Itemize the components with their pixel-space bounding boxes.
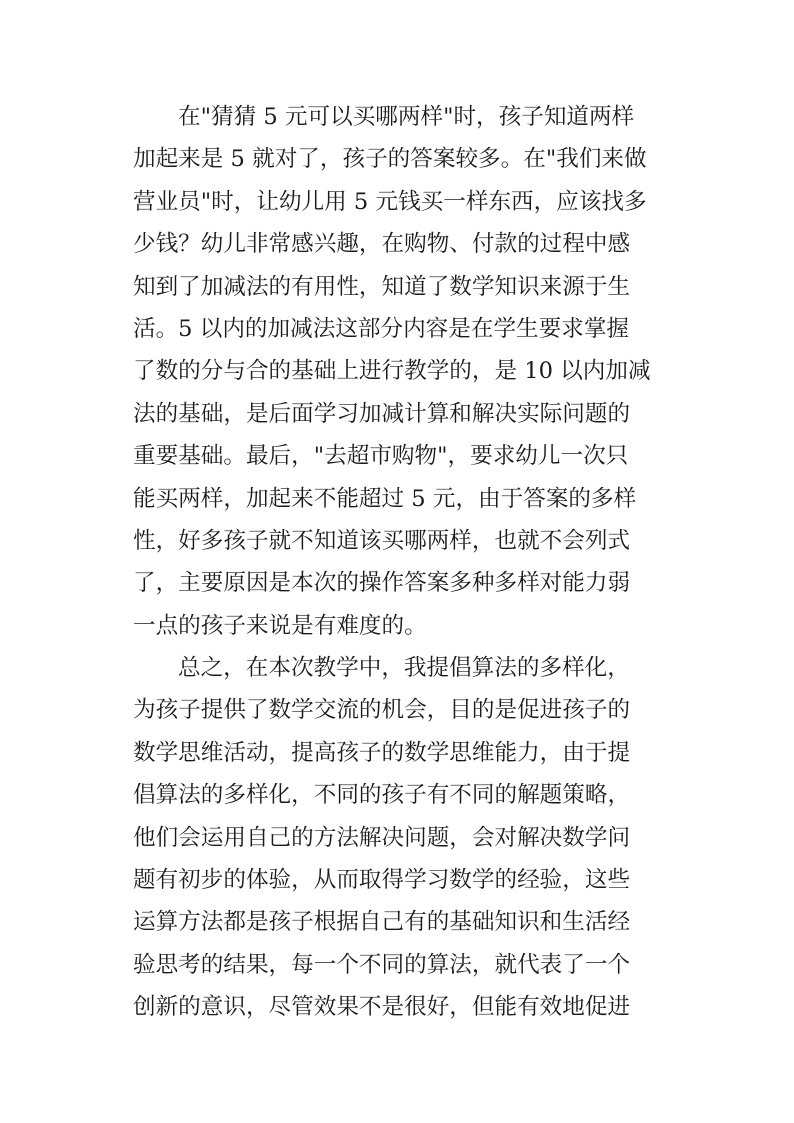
text-line: 题有初步的体验，从而取得学习数学的经验，这些 (133, 867, 631, 894)
text-line: 了数的分与合的基础上进行教学的，是 10 以内加减 (133, 358, 651, 385)
text-line: 了，主要原因是本次的操作答案多种多样对能力弱 (133, 570, 631, 597)
text-line: 加起来是 5 就对了，孩子的答案较多。在"我们来做 (133, 146, 647, 173)
text-line: 运算方法都是孩子根据自己有的基础知识和生活经 (133, 909, 631, 936)
body-text (133, 96, 663, 1029)
text-line: 他们会运用自己的方法解决问题，会对解决数学问 (133, 824, 631, 851)
text-line: 创新的意识，尽管效果不是很好，但能有效地促进 (133, 994, 631, 1021)
text-line: 为孩子提供了数学交流的机会，目的是促进孩子的 (133, 697, 631, 724)
text-line: 倡算法的多样化，不同的孩子有不同的解题策略， (133, 782, 631, 809)
text-line: 数学思维活动，提高孩子的数学思维能力，由于提 (133, 739, 631, 766)
text-line: 营业员"时，让幼儿用 5 元钱买一样东西，应该找多 (133, 188, 647, 215)
text-line: 能买两样，加起来不能超过 5 元，由于答案的多样 (133, 485, 637, 512)
text-line: 知到了加减法的有用性，知道了数学知识来源于生 (133, 273, 631, 300)
text-line: 验思考的结果，每一个不同的算法，就代表了一个 (133, 951, 631, 978)
text-line: 重要基础。最后，"去超市购物"，要求幼儿一次只 (133, 443, 629, 470)
text-line: 一点的孩子来说是有难度的。 (133, 612, 427, 639)
text-line: 法的基础，是后面学习加减计算和解决实际问题的 (133, 400, 631, 427)
text-line: 在"猜猜 5 元可以买哪两样"时，孩子知道两样 (178, 104, 635, 130)
paragraph-2 (133, 647, 663, 1029)
text-line: 总之，在本次教学中，我提倡算法的多样化， (178, 655, 630, 682)
text-line: 活。5 以内的加减法这部分内容是在学生要求掌握 (133, 315, 630, 342)
text-line: 少钱？幼儿非常感兴趣，在购物、付款的过程中感 (133, 231, 631, 258)
text-line: 性，好多孩子就不知道该买哪两样，也就不会列式 (133, 527, 631, 554)
paragraph-1 (133, 96, 663, 647)
